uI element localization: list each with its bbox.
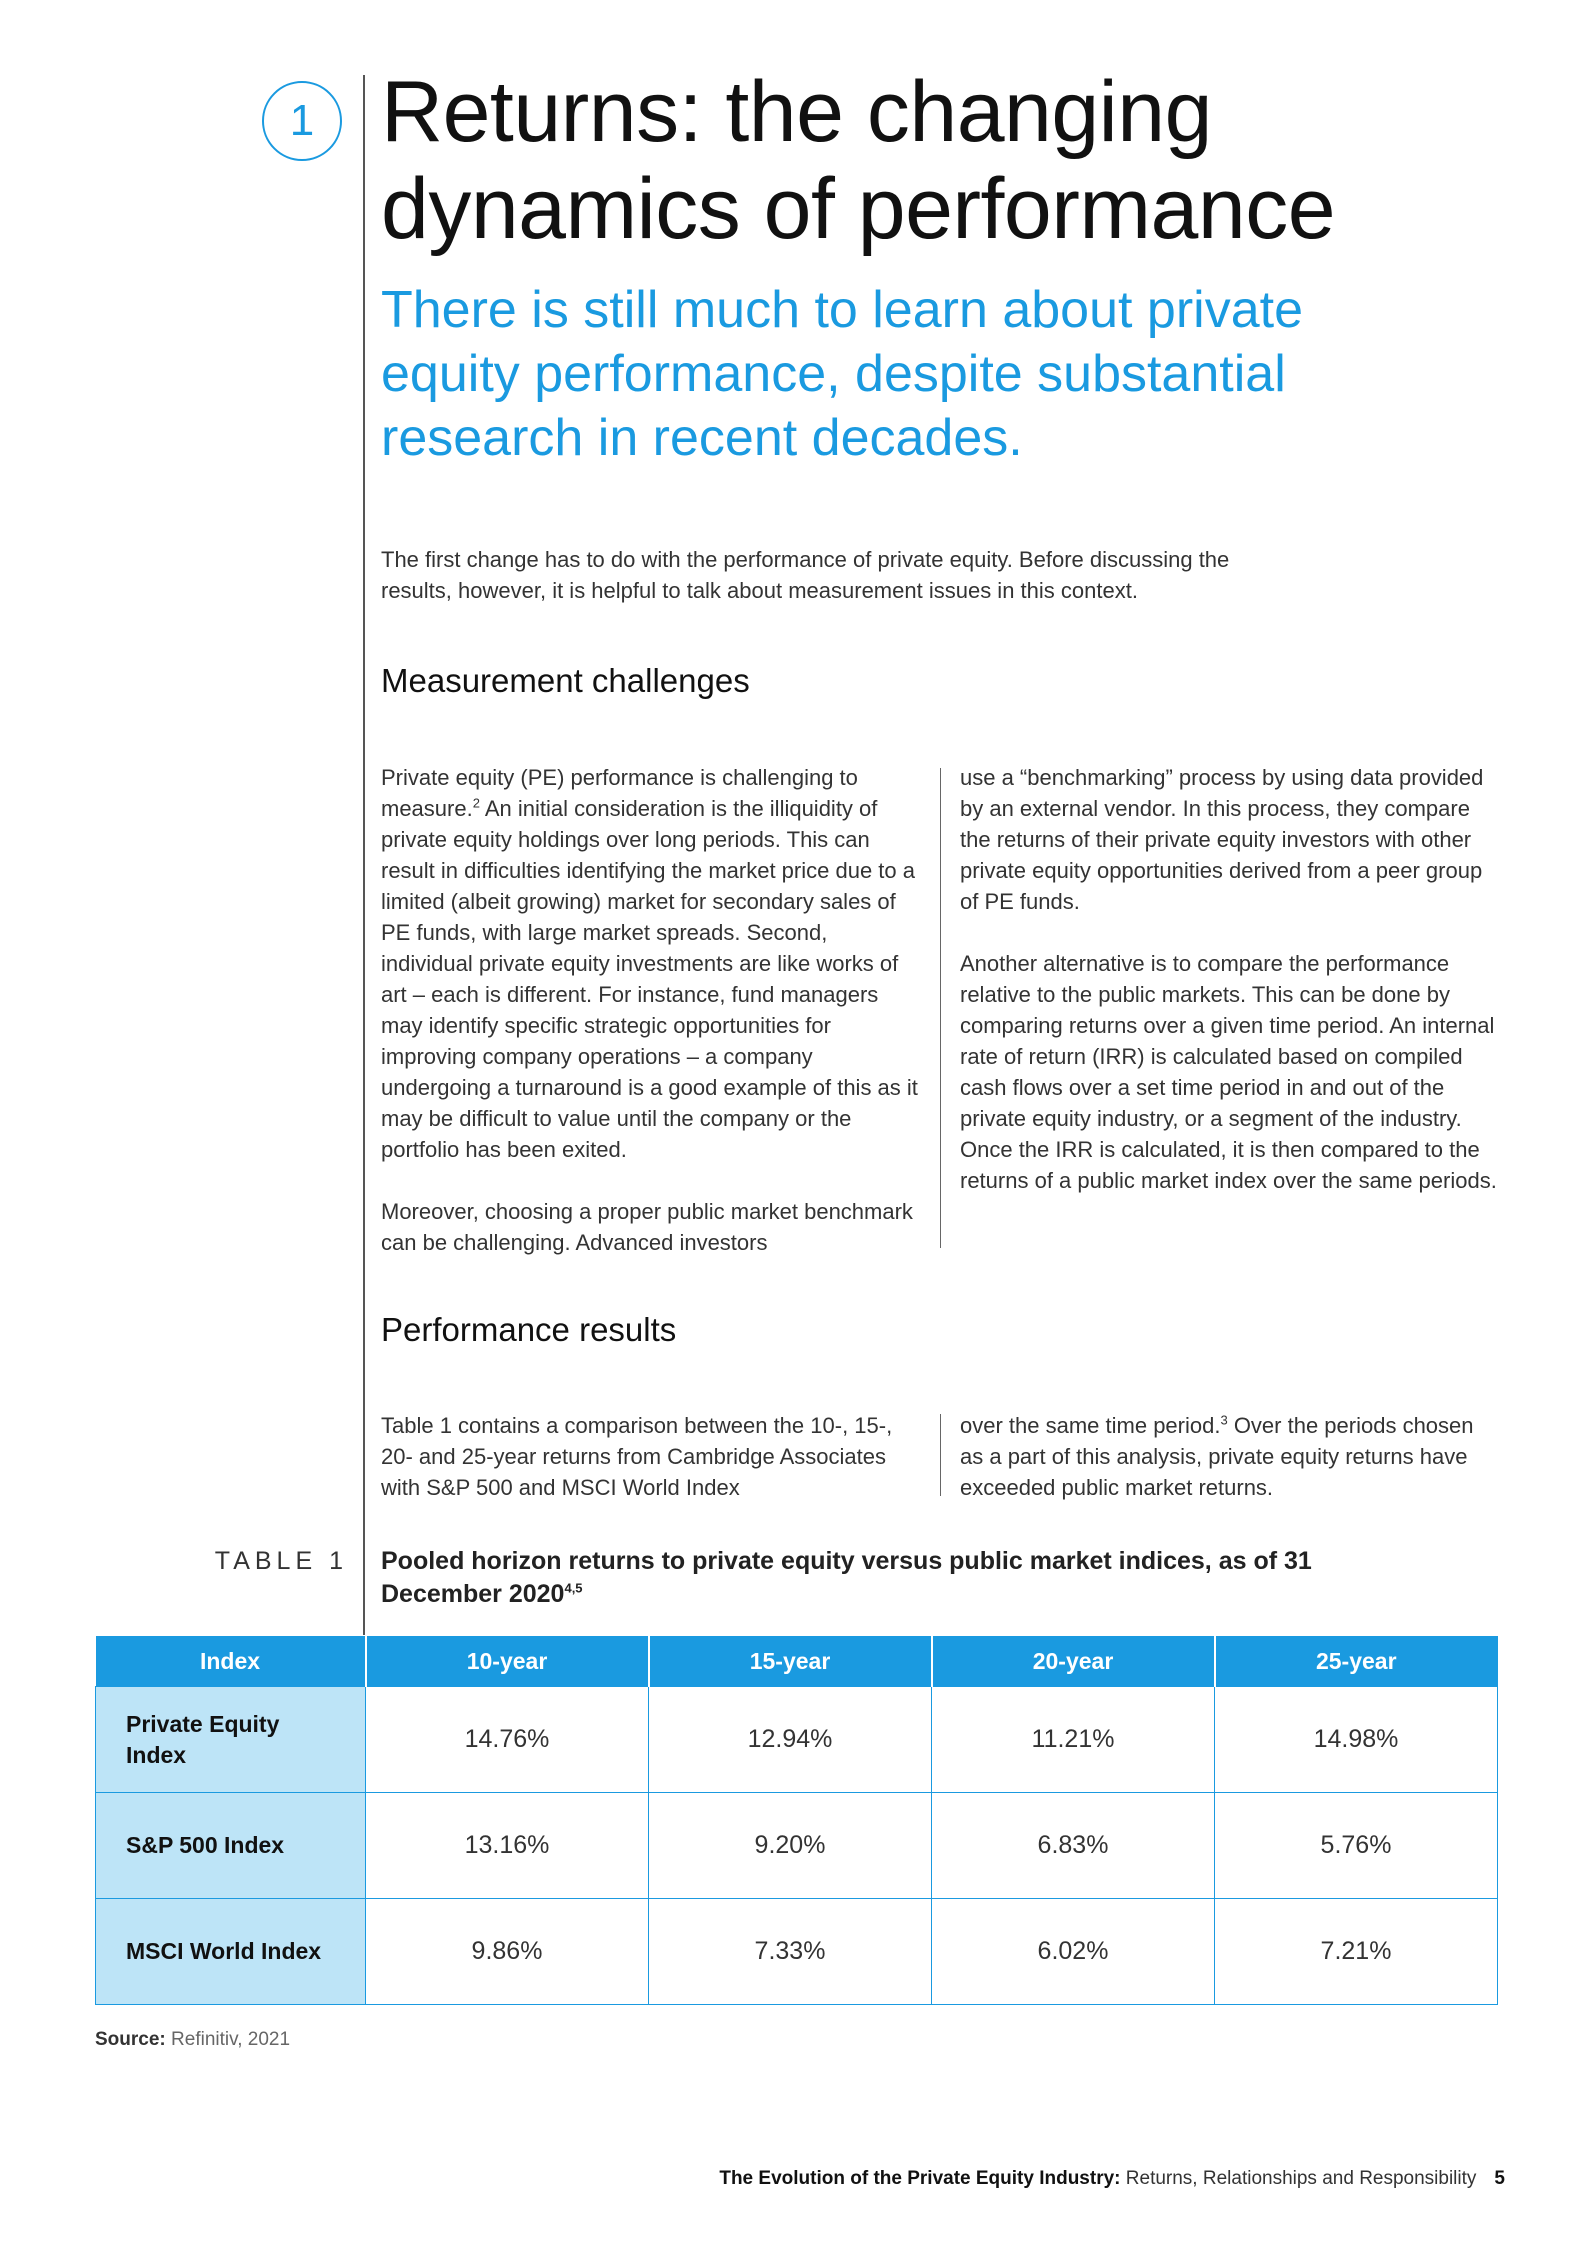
- table-label: TABLE 1: [214, 1547, 348, 1575]
- column-header-10-year: 10-year: [366, 1636, 649, 1687]
- table-caption: Pooled horizon returns to private equity versus public market indices, as of 31 December 2020$^{4,5}$: [381, 1547, 1312, 1608]
- footnote-ref: 3: [1220, 1412, 1228, 1428]
- table-cell: 6.02%: [932, 1899, 1215, 2005]
- column-header-index: Index: [96, 1636, 366, 1687]
- chapter-number-badge: [262, 81, 342, 161]
- table-cell: 5.76%: [1215, 1793, 1498, 1899]
- column-divider: [940, 1414, 941, 1496]
- page-footer: [719, 2168, 1505, 2190]
- row-header: Private Equity Index: [96, 1687, 366, 1793]
- table-row: [96, 1899, 1498, 2005]
- chapter-number: 1: [289, 96, 315, 145]
- page-subtitle: There is still much to learn about private equity performance, despite substantial research in recent decades.: [381, 281, 1303, 467]
- table-cell: 7.21%: [1215, 1899, 1498, 2005]
- column-header-15-year: 15-year: [649, 1636, 932, 1687]
- performance-right-column: [960, 1410, 1500, 1503]
- table-cell: 13.16%: [366, 1793, 649, 1899]
- table-cell: 9.86%: [366, 1899, 649, 2005]
- source-note: Source: Refinitiv, 2021: [95, 2029, 291, 2050]
- footnote-ref: 4,5: [564, 1580, 583, 1596]
- measurement-right-paragraph-1: use a “benchmarking” process by using data provided by an external vendor. In this process, they compare the returns of their private equity investors with other private equity opportunities derived from a peer group of PE funds.: [960, 765, 1484, 914]
- footer-title: The Evolution of the Private Equity Industry:: [719, 2168, 1121, 2189]
- column-header-20-year: 20-year: [932, 1636, 1215, 1687]
- column-divider: [940, 768, 941, 1248]
- table-cell: 9.20%: [649, 1793, 932, 1899]
- table-cell: 12.94%: [649, 1687, 932, 1793]
- footer-subtitle: Returns, Relationships and Responsibility: [1120, 2168, 1477, 2189]
- table-cell: 14.98%: [1215, 1687, 1498, 1793]
- table-cell: 7.33%: [649, 1899, 932, 2005]
- column-header-25-year: 25-year: [1215, 1636, 1498, 1687]
- vertical-rule: [363, 75, 365, 1635]
- returns-table: [95, 1636, 1498, 2005]
- performance-left-column: [381, 1410, 921, 1503]
- page-title: Returns: the changing dynamics of performance: [381, 64, 1336, 257]
- table-cell: 14.76%: [366, 1687, 649, 1793]
- measurement-heading: Measurement challenges: [381, 662, 750, 699]
- table-cell: 6.83%: [932, 1793, 1215, 1899]
- performance-heading: Performance results: [381, 1311, 677, 1348]
- table-row: [96, 1793, 1498, 1899]
- row-header: S&P 500 Index: [96, 1793, 366, 1899]
- measurement-right-column: [960, 762, 1500, 1196]
- performance-right-paragraph: over the same time period.$^3$ Over the periods chosen as a part of this analysis, private equity returns have exceeded public market returns.: [960, 1412, 1474, 1500]
- table-header-row: [96, 1636, 1498, 1687]
- measurement-left-paragraph-2: Moreover, choosing a proper public market benchmark can be challenging. Advanced investors: [381, 1199, 913, 1255]
- measurement-left-column: [381, 762, 921, 1258]
- measurement-left-paragraph-1: Private equity (PE) performance is challenging to measure.$^2$ An initial consideration is the illiquidity of private equity holdings over long periods. This can result in difficulties identifying the market price due to a limited (albeit growing) market for secondary sales of PE funds, with large market spreads. Second, individual private equity investments are like works of art – each is different. For instance, fund managers may identify specific strategic opportunities for improving company operations – a company undergoing a turnaround is a good example of this as it may be difficult to value until the company or the portfolio has been exited.: [381, 765, 918, 1162]
- intro-paragraph: The first change has to do with the performance of private equity. Before discussing the results, however, it is helpful to talk about measurement issues in this context.: [381, 547, 1230, 603]
- measurement-right-paragraph-2: Another alternative is to compare the performance relative to the public markets. This can be done by comparing returns over a given time period. An internal rate of return (IRR) is calculated based on compiled cash flows over a set time period in and out of the private equity industry, or a segment of the industry. Once the IRR is calculated, it is then compared to the returns of a public market index over the same periods.: [960, 951, 1497, 1193]
- table-cell: 11.21%: [932, 1687, 1215, 1793]
- table-row: [96, 1687, 1498, 1793]
- footnote-ref: 2: [472, 795, 480, 811]
- performance-left-paragraph: Table 1 contains a comparison between the 10-, 15-, 20- and 25-year returns from Cambridge Associates with S&P 500 and MSCI World Index: [381, 1413, 893, 1500]
- page-number: 5: [1494, 2168, 1505, 2189]
- row-header: MSCI World Index: [96, 1899, 366, 2005]
